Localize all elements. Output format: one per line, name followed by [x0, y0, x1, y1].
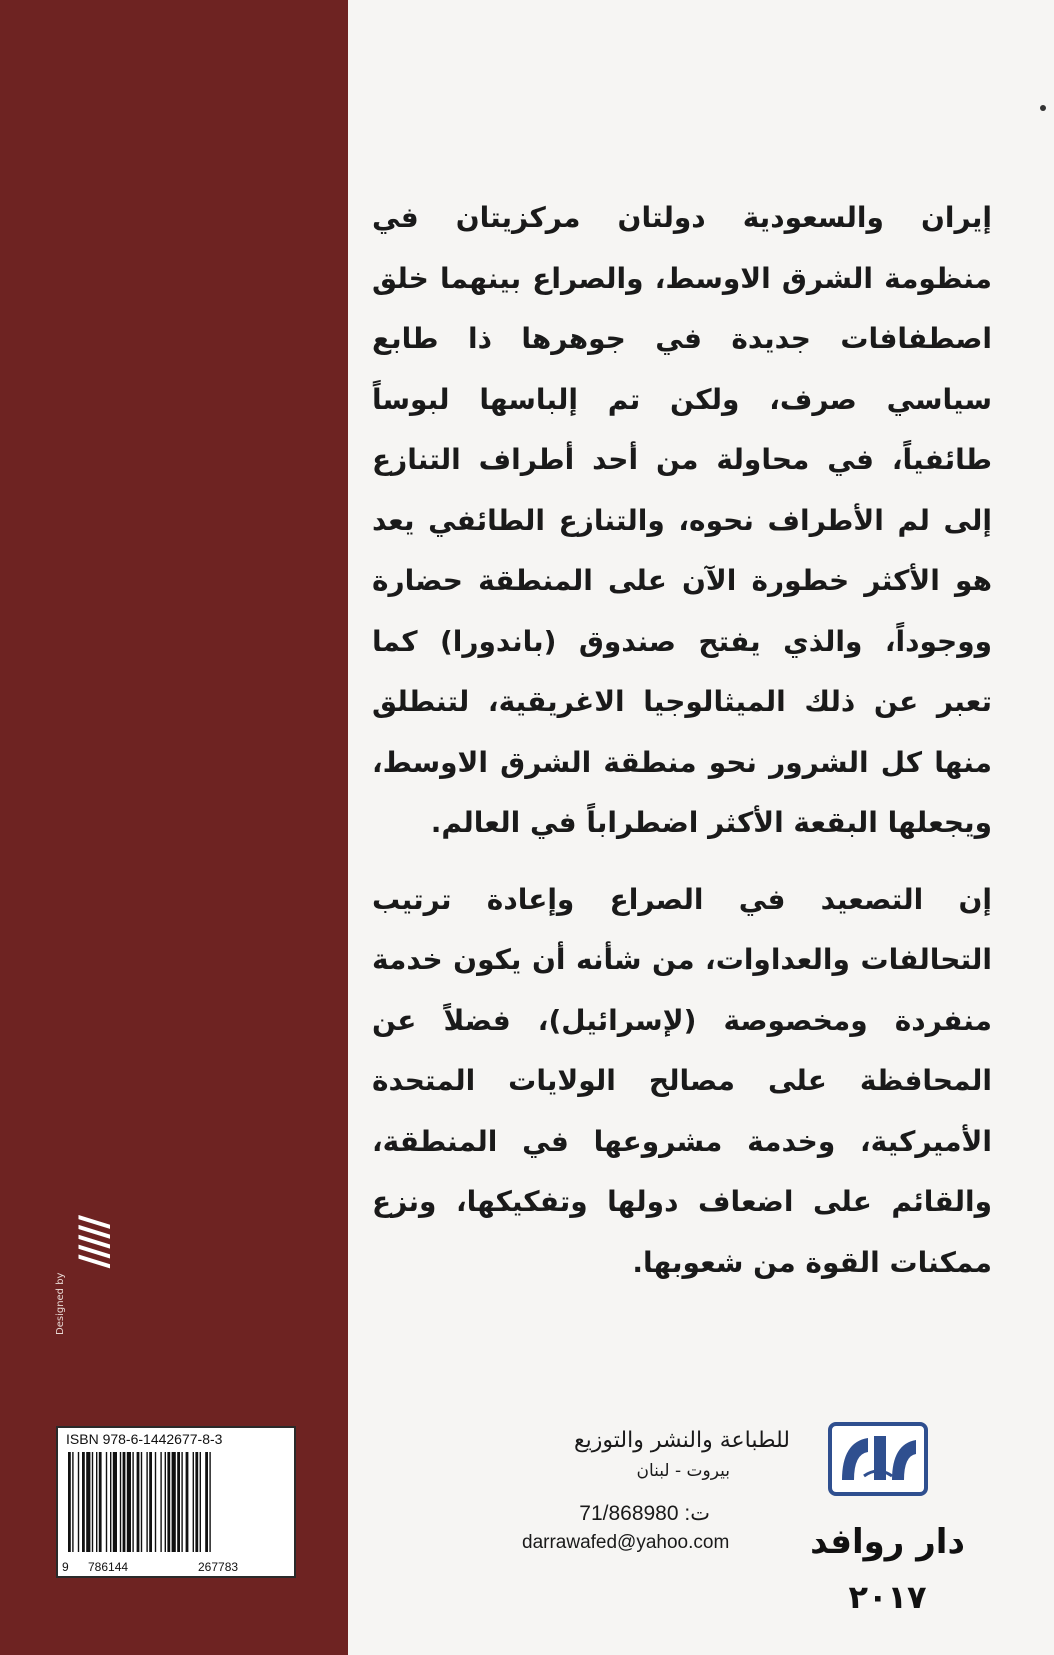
designer-logo-mark: /////: [73, 1215, 117, 1265]
barcode-digits-right: 267783: [198, 1560, 239, 1574]
spine-panel: [0, 0, 348, 1655]
publisher-email: darrawafed@yahoo.com: [522, 1532, 730, 1553]
publisher-logo-icon: [828, 1422, 928, 1496]
isbn-barcode: [56, 1426, 296, 1578]
barcode-bars: [66, 1452, 288, 1552]
publisher-info: [520, 1422, 790, 1554]
publisher-city: بيروت - لبنان: [636, 1461, 730, 1481]
barcode-digit-lead: 9: [62, 1560, 69, 1574]
corner-mark: [1040, 105, 1046, 111]
publisher-phone: ت: 71/868980: [579, 1502, 710, 1525]
barcode-digits-left: 786144: [88, 1560, 129, 1574]
publisher-tagline: للطباعة والنشر والتوزيع: [573, 1428, 790, 1453]
blurb-paragraph-2: إن التصعيد في الصراع وإعادة ترتيب التحالفات والعداوات، من شأنه أن يكون خدمة منفردة ومخصوصة (لإسرائيل)، فضلاً عن المحافظة على مصالح الولايات المتحدة الأميركية، وخدمة مشروعها في المنطقة، والقائم على اضعاف دولها وتفكيكها، ونزع ممكنات القوة من شعوبها.: [372, 882, 992, 1279]
publication-year: ٢٠١٧: [848, 1578, 927, 1616]
publisher-name: دار روافد: [810, 1522, 965, 1562]
blurb-paragraph-1: إيران والسعودية دولتان مركزيتان في منظومة الشرق الاوسط، والصراع بينهما خلق اصطفافات جديدة في جوهرها ذا طابع سياسي صرف، ولكن تم إلباسها لبوساً طائفياً، في محاولة من أحد أطراف التنازع إلى لم الأطراف نحوه، والتنازع الطائفي يعد هو الأكثر خطورة الآن على المنطقة حضارة ووجوداً، والذي يفتح صندوق (باندورا) كما تعبر عن ذلك الميثالوجيا الاغريقية، لتنطلق منها كل الشرور نحو منطقة الشرق الاوسط، ويجعلها البقعة الأكثر اضطراباً في العالم.: [372, 201, 992, 839]
designed-by-label: Designed by: [55, 1272, 66, 1335]
designer-credit: [55, 1215, 125, 1335]
blurb-text: [372, 188, 992, 1293]
isbn-number: ISBN 978-6-1442677-8-3: [66, 1431, 223, 1447]
